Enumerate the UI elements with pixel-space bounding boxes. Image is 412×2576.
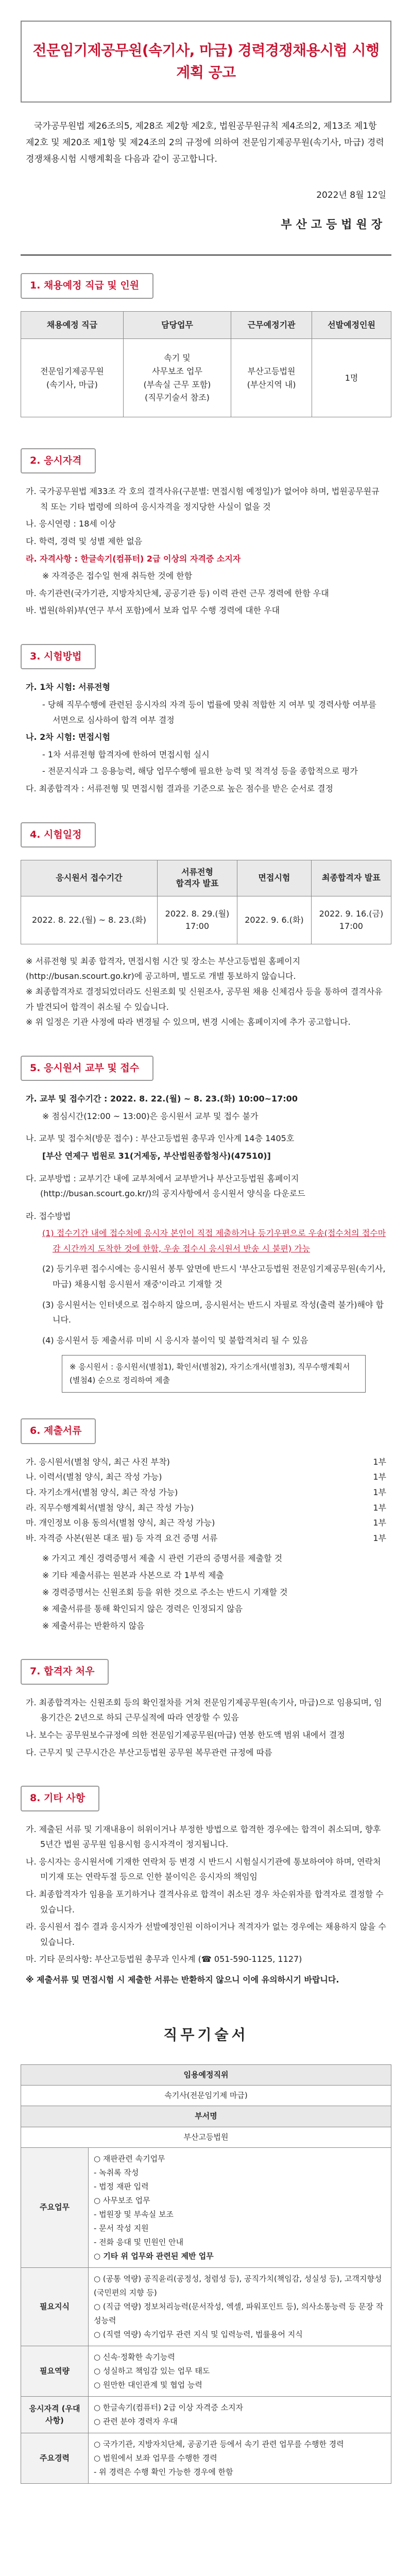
- list-item: - 문서 작성 지원: [94, 2223, 149, 2233]
- cell-duty: 속기 및 사무보조 업무 (부속실 근무 포함) (직무기술서 참조): [123, 339, 231, 417]
- list-item: [26, 1469, 386, 1485]
- list-item: 다. 근무지 및 근무시간은 부산고등법원 공무원 복무관련 규정에 따름: [26, 1747, 272, 1757]
- grade-value: 속기사(전문임기제 마급): [21, 2086, 391, 2106]
- section-8: [21, 1786, 391, 1811]
- list-item: ○ (직급 역량) 정보처리능력(문서작성, 엑셀, 파워포인트 등), 의사소통능력 등 문장 작성능력: [94, 2301, 384, 2325]
- eligibility-list: [26, 484, 386, 618]
- list-item: [26, 1531, 386, 1546]
- doc-name: 바. 자격증 사본(원본 대조 필) 등 자격 요건 증명 서류: [26, 1533, 218, 1543]
- dept-label: 부서명: [21, 2106, 391, 2127]
- table-row: [21, 2267, 391, 2346]
- section-4-heading: 4. 시험일정: [21, 822, 96, 848]
- table-row: [21, 339, 391, 417]
- list-item: ○ 원만한 대인관계 및 협업 능력: [94, 2380, 202, 2389]
- section-8-heading: 8. 기타 사항: [21, 1786, 99, 1811]
- section-2: [21, 448, 391, 473]
- list-item: ○ (직렬 역량) 속기업무 관련 지식 및 입력능력, 법률용어 지식: [94, 2329, 303, 2339]
- list-item: 라. 접수방법: [26, 1211, 71, 1221]
- list-item: 다. 최종합격자가 임용을 포기하거나 결격사유로 합격이 취소된 경우 차순위자를 합격자로 결정할 수 있습니다.: [26, 1889, 384, 1914]
- list-item: (3) 응시원서는 인터넷으로 접수하지 않으며, 응시원서는 반드시 자필로 작성(출력 불가)해야 합니다.: [42, 1299, 384, 1325]
- row-content: [89, 2396, 391, 2433]
- cell-org: 부산고등법원 (부산지역 내): [231, 339, 312, 417]
- list-item: (1) 접수기간 내에 접수처에 응시자 본인이 직접 제출하거나 등기우편으로 우송(접수처의 접수마감 시간까지 도착한 것에 한함, 우송 접수시 응시원서 반송 시 불편) 가능: [42, 1228, 386, 1253]
- list-item: 다. 교부방법 : 교부기간 내에 교부처에서 교부받거나 부산고등법원 홈페이지(http://busan.scourt.go.kr/)의 공지사항에서 응시원서 양식을 다운로드: [26, 1173, 305, 1199]
- list-item: 다. 최종합격자 : 서류전형 및 면접시험 결과를 기준으로 높은 점수를 받은 순서로 결정: [26, 783, 334, 793]
- col-org: 근무예정기관: [231, 311, 312, 339]
- notice-box: ※ 응시원서 : 응시원서(별첨1), 확인서(별첨2), 자기소개서(별첨3), 직무수행계획서(별첨4) 순으로 정리하여 제출: [62, 1355, 366, 1393]
- list-item: ○ 관련 분야 경력자 우대: [94, 2416, 178, 2426]
- list-note: ※ 제출서류를 통해 확인되지 않은 경력은 인정되지 않음: [42, 1604, 243, 1614]
- list-item: ○ 신속·정확한 속기능력: [94, 2352, 175, 2362]
- list-item: - 당해 직무수행에 관련된 응시자의 자격 등이 법률에 맞춰 적합한 지 여부 및 경력사항 여부를 서면으로 심사하여 합격 여부 결정: [42, 699, 376, 725]
- section-3: [21, 644, 391, 669]
- list-note: ※ 제출서류는 반환하지 않음: [42, 1620, 145, 1631]
- list-note: ※ 경력증명서는 신원조회 등을 위한 것으로 주소는 반드시 기재할 것: [42, 1587, 288, 1597]
- announcement-title: 전문임기제공무원(속기사, 마급) 경력경쟁채용시험 시행계획 공고: [21, 21, 391, 103]
- final-note: ※ 제출서류 및 면접시험 시 제출한 서류는 반환하지 않으니 이에 유의하시기 바랍니다.: [26, 1975, 339, 1985]
- list-item: 바. 법원(하위)부(연구 부서 포함)에서 보좌 업무 수행 경력에 대한 우대: [26, 605, 280, 616]
- other-list: [26, 1822, 386, 1988]
- row-label: 필요지식: [21, 2267, 89, 2346]
- list-item: (2) 등기우편 접수시에는 응시원서 봉투 앞면에 반드시 '부산고등법원 전문임기제공무원(속기사, 마급) 채용시험 응시원서 재중'이라고 기재할 것: [42, 1264, 386, 1290]
- list-item: ○ (공통 역량) 공직윤리(공정성, 청렴성 등), 공직가치(책임감, 성실성 등), 고객지향성(국민편의 지향 등): [94, 2274, 382, 2297]
- cell-doc-result: 2022. 8. 29.(월) 17:00: [157, 896, 237, 944]
- row-content: [89, 2147, 391, 2267]
- list-item: 나. 교부 및 접수처(방문 접수) : 부산고등법원 총무과 인사계 14층 1405호: [26, 1133, 295, 1144]
- col-apply: 응시원서 접수기간: [21, 860, 158, 896]
- dept-value: 부산고등법원: [21, 2127, 391, 2147]
- announcement-signer: 부산고등법원장: [281, 218, 386, 232]
- section-4: [21, 822, 391, 848]
- row-label: 주요업무: [21, 2147, 89, 2267]
- row-content: [89, 2433, 391, 2483]
- cell-count: 1명: [312, 339, 391, 417]
- list-item: - 법정 재판 입력: [94, 2181, 149, 2191]
- doc-count: 1부: [373, 1487, 386, 1498]
- list-note: ※ 기타 제출서류는 원본과 사본으로 각 1부씩 제출: [42, 1570, 224, 1581]
- list-item: 나. 보수는 공무원보수규정에 의한 전문임기제공무원(마급) 연봉 한도액 범위 내에서 결정: [26, 1730, 345, 1740]
- list-item: - 위 경력은 수행 확인 가능한 경우에 한함: [94, 2467, 233, 2477]
- intro-paragraph: [26, 118, 386, 168]
- list-item: 마. 속기관련(국가기관, 지방자치단체, 공공기관 등) 이력 관련 근무 경력에 한함 우대: [26, 588, 329, 598]
- duty-table: [21, 2064, 391, 2484]
- duty-title: 직무기술서: [163, 2026, 249, 2043]
- table-row: [21, 2396, 391, 2433]
- list-item: - 1차 서류전형 합격자에 한하여 면접시험 실시: [42, 749, 210, 759]
- list-item: - 전문지식과 그 응용능력, 해당 업무수행에 필요한 능력 및 적격성 등을 종합적으로 평가: [42, 766, 358, 776]
- list-item: [26, 1500, 386, 1516]
- list-item: 가. 교부 및 접수기간 : 2022. 8. 22.(월) ~ 8. 23.(화) 10:00~17:00: [26, 1094, 298, 1104]
- list-note: ※ 자격증은 접수일 현재 취득한 것에 한함: [42, 571, 193, 581]
- row-label: 필요역량: [21, 2346, 89, 2396]
- list-item: - 법원장 및 부속실 보조: [94, 2209, 174, 2219]
- recruitment-table: [21, 311, 391, 417]
- documents-list: [26, 1454, 386, 1634]
- cell-interview: 2022. 9. 6.(화): [237, 896, 312, 944]
- header-divider: [21, 255, 391, 256]
- intro-text: 국가공무원법 제26조의5, 제28조 제2항 제2호, 법원공무원규칙 제4조의2, 제13조 제1항 제2호 및 제20조 제1항 및 제24조의 2의 규정에 의하여 전문임기제공무원(속기사, 마급) 경력경쟁채용시험 시행계획을 다음과 같이 공고합니다.: [26, 121, 384, 165]
- doc-name: 라. 직무수행계획서(별첨 양식, 최근 작성 가능): [26, 1502, 194, 1513]
- doc-count: 1부: [373, 1456, 386, 1467]
- list-item: - 전화 응대 및 민원인 안내: [94, 2237, 184, 2247]
- section-6: [21, 1418, 391, 1444]
- list-item: - 녹취록 작성: [94, 2167, 139, 2177]
- list-item: 나. 응시연령 : 18세 이상: [26, 519, 116, 529]
- row-content: [89, 2267, 391, 2346]
- list-item: [26, 1454, 386, 1470]
- list-item: ○ 재판관련 속기업무: [94, 2154, 165, 2163]
- row-label: 주요경력: [21, 2433, 89, 2483]
- announcement-page: [0, 21, 412, 2484]
- section-7: [21, 1659, 391, 1684]
- col-final: 최종합격자 발표: [311, 860, 391, 896]
- list-item: 가. 국가공무원법 제33조 각 호의 결격사유(구분별: 면접시험 예정일)가 없어야 하며, 법원공무원규칙 또는 기타 법령에 의하여 응시자격을 정지당한 사실이 없을 것: [26, 486, 380, 512]
- list-note: ※ 가지고 계신 경력증명서 제출 시 관련 기관의 증명서를 제출할 것: [42, 1553, 283, 1564]
- row-label: 응시자격 (우대사항): [21, 2396, 89, 2433]
- list-item: 가. 최종합격자는 신원조회 등의 확인절차를 거쳐 전문임기제공무원(속기사, 마급)으로 임용되며, 임용기간은 2년으로 하되 근무실적에 따라 연장할 수 있음: [26, 1697, 382, 1723]
- section-3-heading: 3. 시험방법: [21, 644, 96, 669]
- section-6-heading: 6. 제출서류: [21, 1418, 96, 1444]
- list-item: ○ 법원에서 보좌 업무를 수행한 경력: [94, 2453, 217, 2463]
- doc-count: 1부: [373, 1502, 386, 1513]
- col-count: 선발예정인원: [312, 311, 391, 339]
- col-grade: 채용예정 직급: [21, 311, 124, 339]
- list-item: ○ 성실하고 책임감 있는 업무 태도: [94, 2366, 210, 2376]
- section-1: [21, 273, 391, 298]
- section-7-heading: 7. 합격자 처우: [21, 1659, 109, 1684]
- application-list: [26, 1091, 386, 1393]
- section-5: [21, 1056, 391, 1081]
- doc-count: 1부: [373, 1472, 386, 1482]
- list-item: ○ 사무보조 업무: [94, 2195, 150, 2205]
- cell-grade: 전문임기제공무원 (속기사, 마급): [21, 339, 124, 417]
- list-item: [26, 1515, 386, 1531]
- doc-name: 가. 응시원서(별첨 양식, 최근 사진 부착): [26, 1456, 170, 1467]
- doc-name: 나. 이력서(별첨 양식, 최근 작성 가능): [26, 1472, 162, 1482]
- row-content: [89, 2346, 391, 2396]
- treatment-list: [26, 1695, 386, 1760]
- grade-label: 임용예정직위: [21, 2064, 391, 2085]
- list-item: ○ 한글속기(컴퓨터) 2급 이상 자격증 소지자: [94, 2402, 244, 2412]
- list-note: ※ 위 일정은 기관 사정에 따라 변경될 수 있으며, 변경 시에는 홈페이지에 추가 공고합니다.: [26, 1017, 351, 1027]
- doc-name: 마. 개인정보 이용 동의서(별첨 양식, 최근 작성 가능): [26, 1518, 215, 1528]
- list-item: 가. 제출된 서류 및 기재내용이 허위이거나 부정한 방법으로 합격한 경우에는 합격이 취소되며, 향후 5년간 법원 공무원 임용시험 응시자격이 정지됩니다.: [26, 1824, 381, 1850]
- announcement-date: 2022년 8월 12일: [316, 190, 386, 200]
- schedule-notes: [26, 954, 386, 1030]
- section-1-heading: 1. 채용예정 직급 및 인원: [21, 273, 153, 298]
- doc-name: 다. 자기소개서(별첨 양식, 최근 작성 가능): [26, 1487, 178, 1498]
- list-item: 마. 기타 문의사항: 부산고등법원 총무과 인사계 (☎ 051-590-1125, 1127): [26, 1954, 302, 1964]
- list-note: ※ 최종합격자로 결정되었더라도 신원조회 및 신원조사, 공무원 채용 신체검사 등을 통하여 결격사유가 발견되어 합격이 취소될 수 있습니다.: [26, 986, 383, 1012]
- list-item: ○ 기타 위 업무와 관련된 제반 업무: [94, 2251, 214, 2261]
- table-row: [21, 2147, 391, 2267]
- list-item: (4) 응시원서 등 제출서류 미비 시 응시자 불이익 및 불합격처리 될 수 있음: [42, 1335, 308, 1345]
- table-row: [21, 896, 391, 944]
- doc-count: 1부: [373, 1533, 386, 1543]
- section-2-heading: 2. 응시자격: [21, 448, 96, 473]
- list-item: 가. 1차 시험: 서류전형: [26, 682, 110, 692]
- doc-count: 1부: [373, 1518, 386, 1528]
- list-note: ※ 서류전형 및 최종 합격자, 면접시험 시간 및 장소는 부산고등법원 홈페이지(http://busan.scourt.go.kr)에 공고하며, 별도로 개별 통보하지 않습니다.: [26, 956, 301, 981]
- table-row: [21, 2346, 391, 2396]
- list-item: [26, 1485, 386, 1500]
- cell-final: 2022. 9. 16.(금) 17:00: [311, 896, 391, 944]
- list-item: 나. 응시자는 응시원서에 기재한 연락처 등 변경 시 반드시 시험실시기관에 통보하여야 하며, 연락처 미기재 또는 연락두절 등으로 인한 불이익은 응시자의 책임임: [26, 1856, 381, 1882]
- list-note: ※ 점심시간(12:00 ~ 13:00)은 응시원서 교부 및 접수 불가: [42, 1111, 259, 1121]
- schedule-table: [21, 860, 391, 944]
- section-5-heading: 5. 응시원서 교부 및 접수: [21, 1056, 153, 1081]
- col-duty: 담당업무: [123, 311, 231, 339]
- list-item: 라. 자격사항 : 한글속기(컴퓨터) 2급 이상의 자격증 소지자: [26, 553, 241, 564]
- list-item: [부산 연제구 법원로 31(거제동, 부산법원종합청사)(47510)]: [42, 1150, 271, 1161]
- exam-method-list: [26, 680, 386, 796]
- list-item: 나. 2차 시험: 면접시험: [26, 732, 110, 742]
- col-interview: 면접시험: [237, 860, 312, 896]
- col-doc-result: 서류전형 합격자 발표: [157, 860, 237, 896]
- list-item: ○ 국가기관, 지방자치단체, 공공기관 등에서 속기 관련 업무를 수행한 경력: [94, 2439, 344, 2449]
- table-row: [21, 2433, 391, 2483]
- cell-apply: 2022. 8. 22.(월) ~ 8. 23.(화): [21, 896, 158, 944]
- list-item: 라. 응시원서 접수 결과 응시자가 선발예정인원 이하이거나 적격자가 없는 경우에는 채용하지 않을 수 있습니다.: [26, 1922, 386, 1947]
- list-item: 다. 학력, 경력 및 성별 제한 없음: [26, 536, 143, 546]
